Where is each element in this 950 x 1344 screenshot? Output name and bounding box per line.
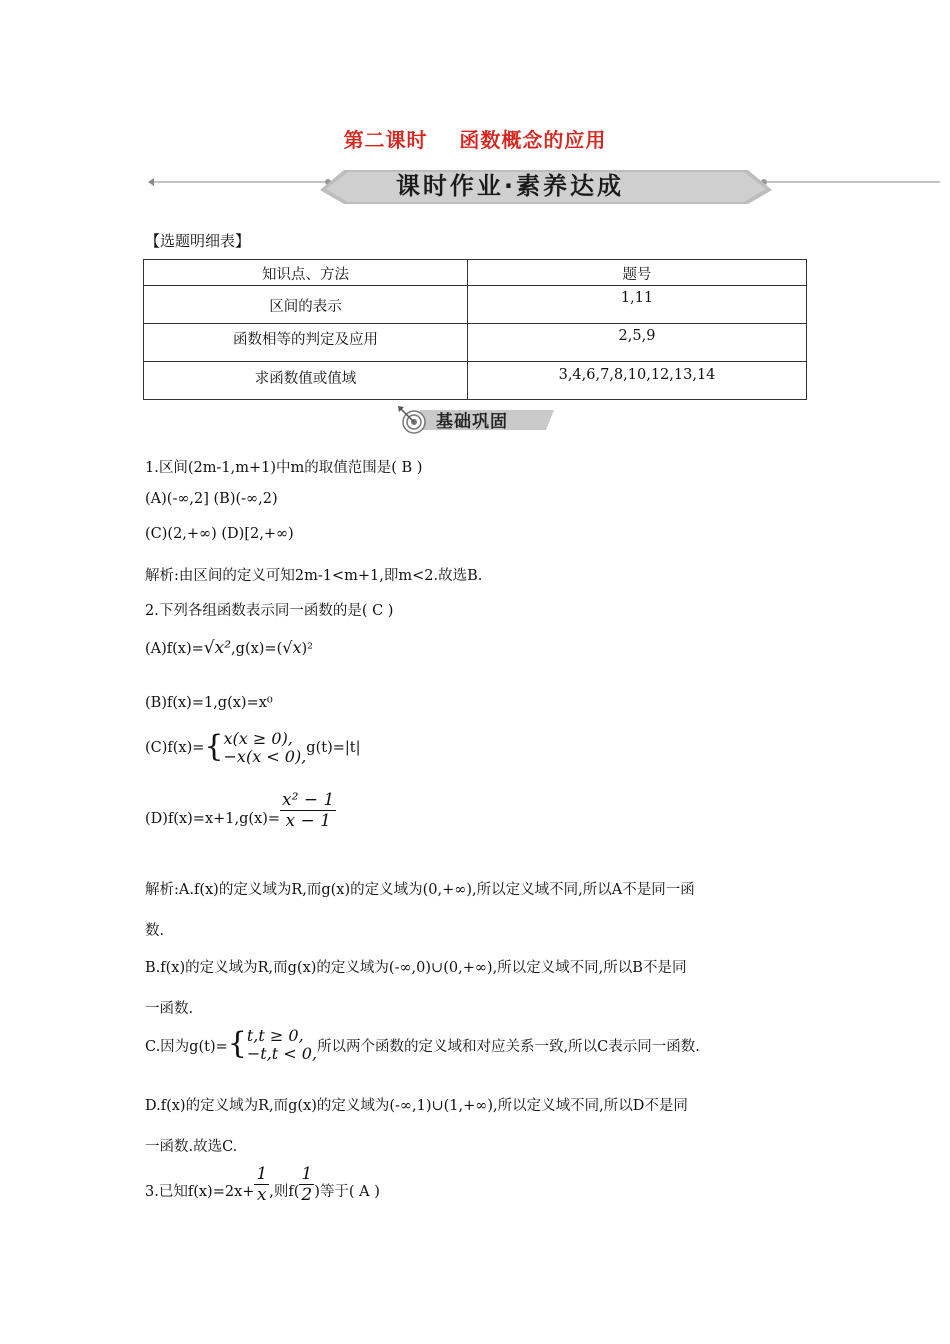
q2-d-fraction — [280, 790, 336, 831]
q2-a-sqrt: √x² — [203, 638, 232, 658]
q2-d-numerator: x² − 1 — [282, 790, 335, 810]
q2-anac-post: 所以两个函数的定义域和对应关系一致,所以C表示同一函数. — [317, 1038, 700, 1055]
q2-anac-prefix: C.因为g(t)= — [145, 1038, 228, 1055]
table-cell-nums: 2,5,9 — [468, 324, 807, 362]
q1-analysis: 解析:由区间的定义可知2m-1<m+1,即m<2.故选B. — [145, 568, 483, 584]
q2-anac-cases — [247, 1027, 317, 1063]
q2-c-cases — [224, 730, 307, 766]
q2-d-denominator: x − 1 — [280, 810, 336, 831]
section-title: 基础巩固 — [436, 412, 508, 432]
q3-stem — [145, 1164, 380, 1205]
table-cell-nums: 1,11 — [468, 286, 807, 324]
table-row — [144, 324, 807, 362]
q2-c-prefix: (C)f(x)= — [145, 740, 205, 756]
q2-option-d — [145, 790, 336, 831]
q3-post: )等于( A ) — [314, 1184, 380, 1200]
q2-analysis-d2: 一函数.故选C. — [145, 1139, 238, 1155]
q2-analysis-a1: 解析:A.f(x)的定义域为R,而g(x)的定义域为(0,+∞),所以定义域不同,所以A不是同一函 — [145, 882, 695, 898]
table-header-row — [144, 260, 807, 286]
q1-options-ab: (A)(-∞,2] (B)(-∞,2) — [145, 491, 278, 507]
q3-frac2-denominator: 2 — [301, 1185, 313, 1205]
q3-frac1-denominator: x — [254, 1184, 269, 1205]
q2-c-post: g(t)=|t| — [306, 740, 361, 756]
q3-fraction-2 — [299, 1164, 314, 1205]
q2-a-prefix: (A)f(x)= — [145, 641, 204, 657]
brace-icon: { — [227, 1026, 247, 1061]
q2-anac-case2: −t,t < 0, — [246, 1044, 318, 1063]
q2-a-post: )² — [301, 641, 313, 657]
q2-option-b: (B)f(x)=1,g(x)=x⁰ — [145, 695, 273, 711]
banner-title: 课时作业·素养达成 — [395, 172, 625, 200]
q2-analysis-a2: 数. — [145, 923, 165, 939]
table-cell-topic: 区间的表示 — [144, 286, 468, 324]
q2-analysis-c — [145, 1027, 700, 1063]
q2-option-c — [145, 730, 360, 766]
table-row — [144, 286, 807, 324]
q2-a-sqrt2: √x — [282, 638, 302, 657]
table-header-nums: 题号 — [468, 260, 807, 286]
q3-fraction-1 — [254, 1164, 269, 1205]
q2-analysis-b1: B.f(x)的定义域为R,而g(x)的定义域为(-∞,0)∪(0,+∞),所以定义域不同,所以B不是同 — [145, 960, 687, 976]
table-cell-nums: 3,4,6,7,8,10,12,13,14 — [468, 362, 807, 400]
q3-mid: ,则f( — [269, 1184, 300, 1200]
q3-frac2-numerator: 1 — [301, 1164, 313, 1184]
q2-analysis-d1: D.f(x)的定义域为R,而g(x)的定义域为(-∞,1)∪(1,+∞),所以定义域不同,所以D不是同 — [145, 1098, 688, 1114]
q2-c-case2: −x(x < 0), — [223, 747, 307, 766]
table-cell-topic: 求函数值或值域 — [144, 362, 468, 400]
table-header-topic: 知识点、方法 — [144, 260, 468, 286]
q3-prefix: 3.已知f(x)=2x+ — [145, 1184, 255, 1200]
topic-table — [143, 259, 807, 400]
page-title: 第二课时 函数概念的应用 — [343, 128, 607, 152]
brace-icon: { — [204, 729, 224, 764]
q2-stem: 2.下列各组函数表示同一函数的是( C ) — [145, 603, 394, 619]
q2-option-a — [145, 638, 313, 658]
q1-options-cd: (C)(2,+∞) (D)[2,+∞) — [145, 526, 294, 542]
table-row — [144, 362, 807, 400]
q2-a-mid: ,g(x)=( — [231, 641, 283, 657]
q1-stem: 1.区间(2m-1,m+1)中m的取值范围是( B ) — [145, 460, 423, 476]
q2-analysis-b2: 一函数. — [145, 1001, 194, 1017]
table-cell-topic: 函数相等的判定及应用 — [144, 324, 468, 362]
q2-c-case1: x(x ≥ 0), — [223, 729, 293, 748]
q2-anac-case1: t,t ≥ 0, — [246, 1026, 304, 1045]
table-label: 【选题明细表】 — [145, 232, 251, 250]
q3-frac1-numerator: 1 — [256, 1164, 268, 1184]
q2-d-prefix: (D)f(x)=x+1,g(x)= — [145, 811, 281, 827]
